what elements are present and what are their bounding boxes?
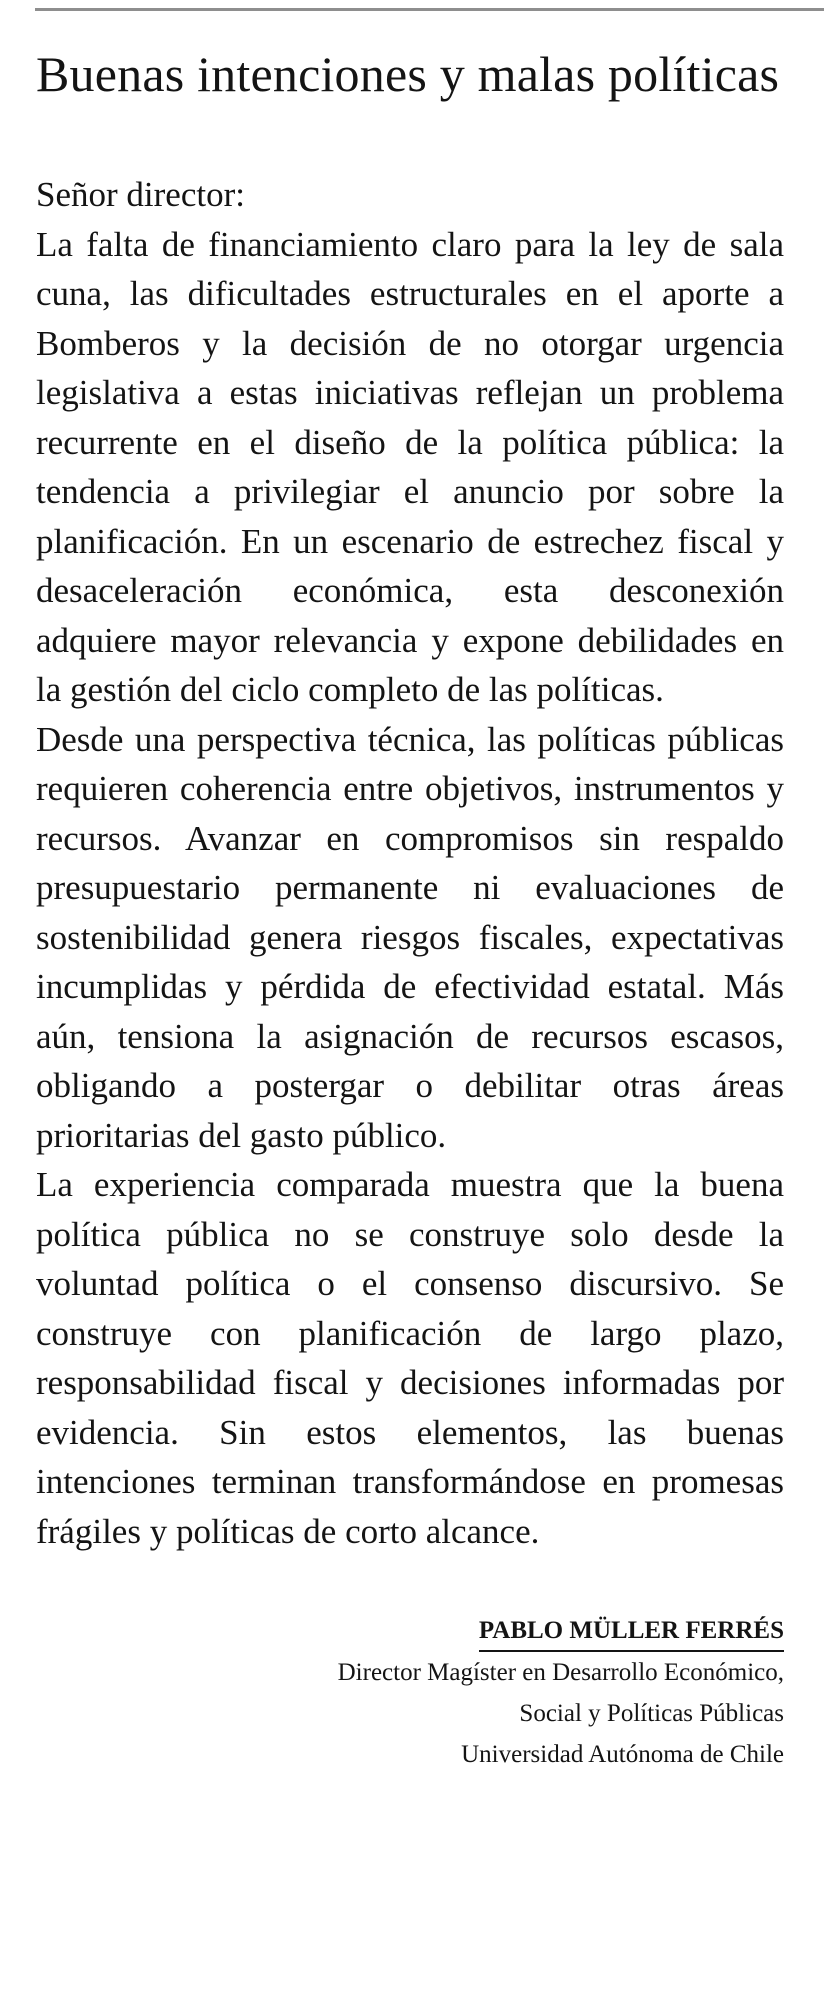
author-title-line-1: Director Magíster en Desarrollo Económico, bbox=[337, 1659, 784, 1686]
author-title-line-2: Social y Políticas Públicas bbox=[519, 1700, 784, 1727]
letter-to-editor bbox=[36, 46, 784, 1775]
body-paragraph-1: La falta de financiamiento claro para la ley de sala cuna, las dificultades estructurales en el aporte a Bomberos y la decisión de no otorgar urgencia legislativa a estas iniciativas reflejan un problema recurrente en el diseño de la política pública: la tendencia a privilegiar el anuncio por sobre la planificación. En un escenario de estrechez fiscal y desaceleración económica, esta desconexión adquiere mayor relevancia y expone debilidades en la gestión del ciclo completo de las políticas. bbox=[36, 224, 784, 709]
author-affiliation: Universidad Autónoma de Chile bbox=[461, 1741, 784, 1768]
salutation: Señor director: bbox=[36, 175, 245, 214]
letter-body bbox=[36, 170, 784, 1556]
top-divider bbox=[35, 8, 824, 11]
signature-block bbox=[36, 1612, 784, 1775]
author-name: PABLO MÜLLER FERRÉS bbox=[479, 1612, 784, 1652]
body-paragraph-2: Desde una perspectiva técnica, las políticas públicas requieren coherencia entre objetivos, instrumentos y recursos. Avanzar en compromisos sin respaldo presupuestario permanente ni evaluaciones de sostenibilidad genera riesgos fiscales, expectativas incumplidas y pérdida de efectividad estatal. Más aún, tensiona la asignación de recursos escasos, obligando a postergar o debilitar otras áreas prioritarias del gasto público. bbox=[36, 719, 784, 1155]
body-paragraph-3: La experiencia comparada muestra que la buena política pública no se construye solo desde la voluntad política o el consenso discursivo. Se construye con planificación de largo plazo, responsabilidad fiscal y decisiones informadas por evidencia. Sin estos elementos, las buenas intenciones terminan transformándose en promesas frágiles y políticas de corto alcance. bbox=[36, 1165, 784, 1551]
letter-headline: Buenas intenciones y malas políticas bbox=[36, 46, 780, 102]
